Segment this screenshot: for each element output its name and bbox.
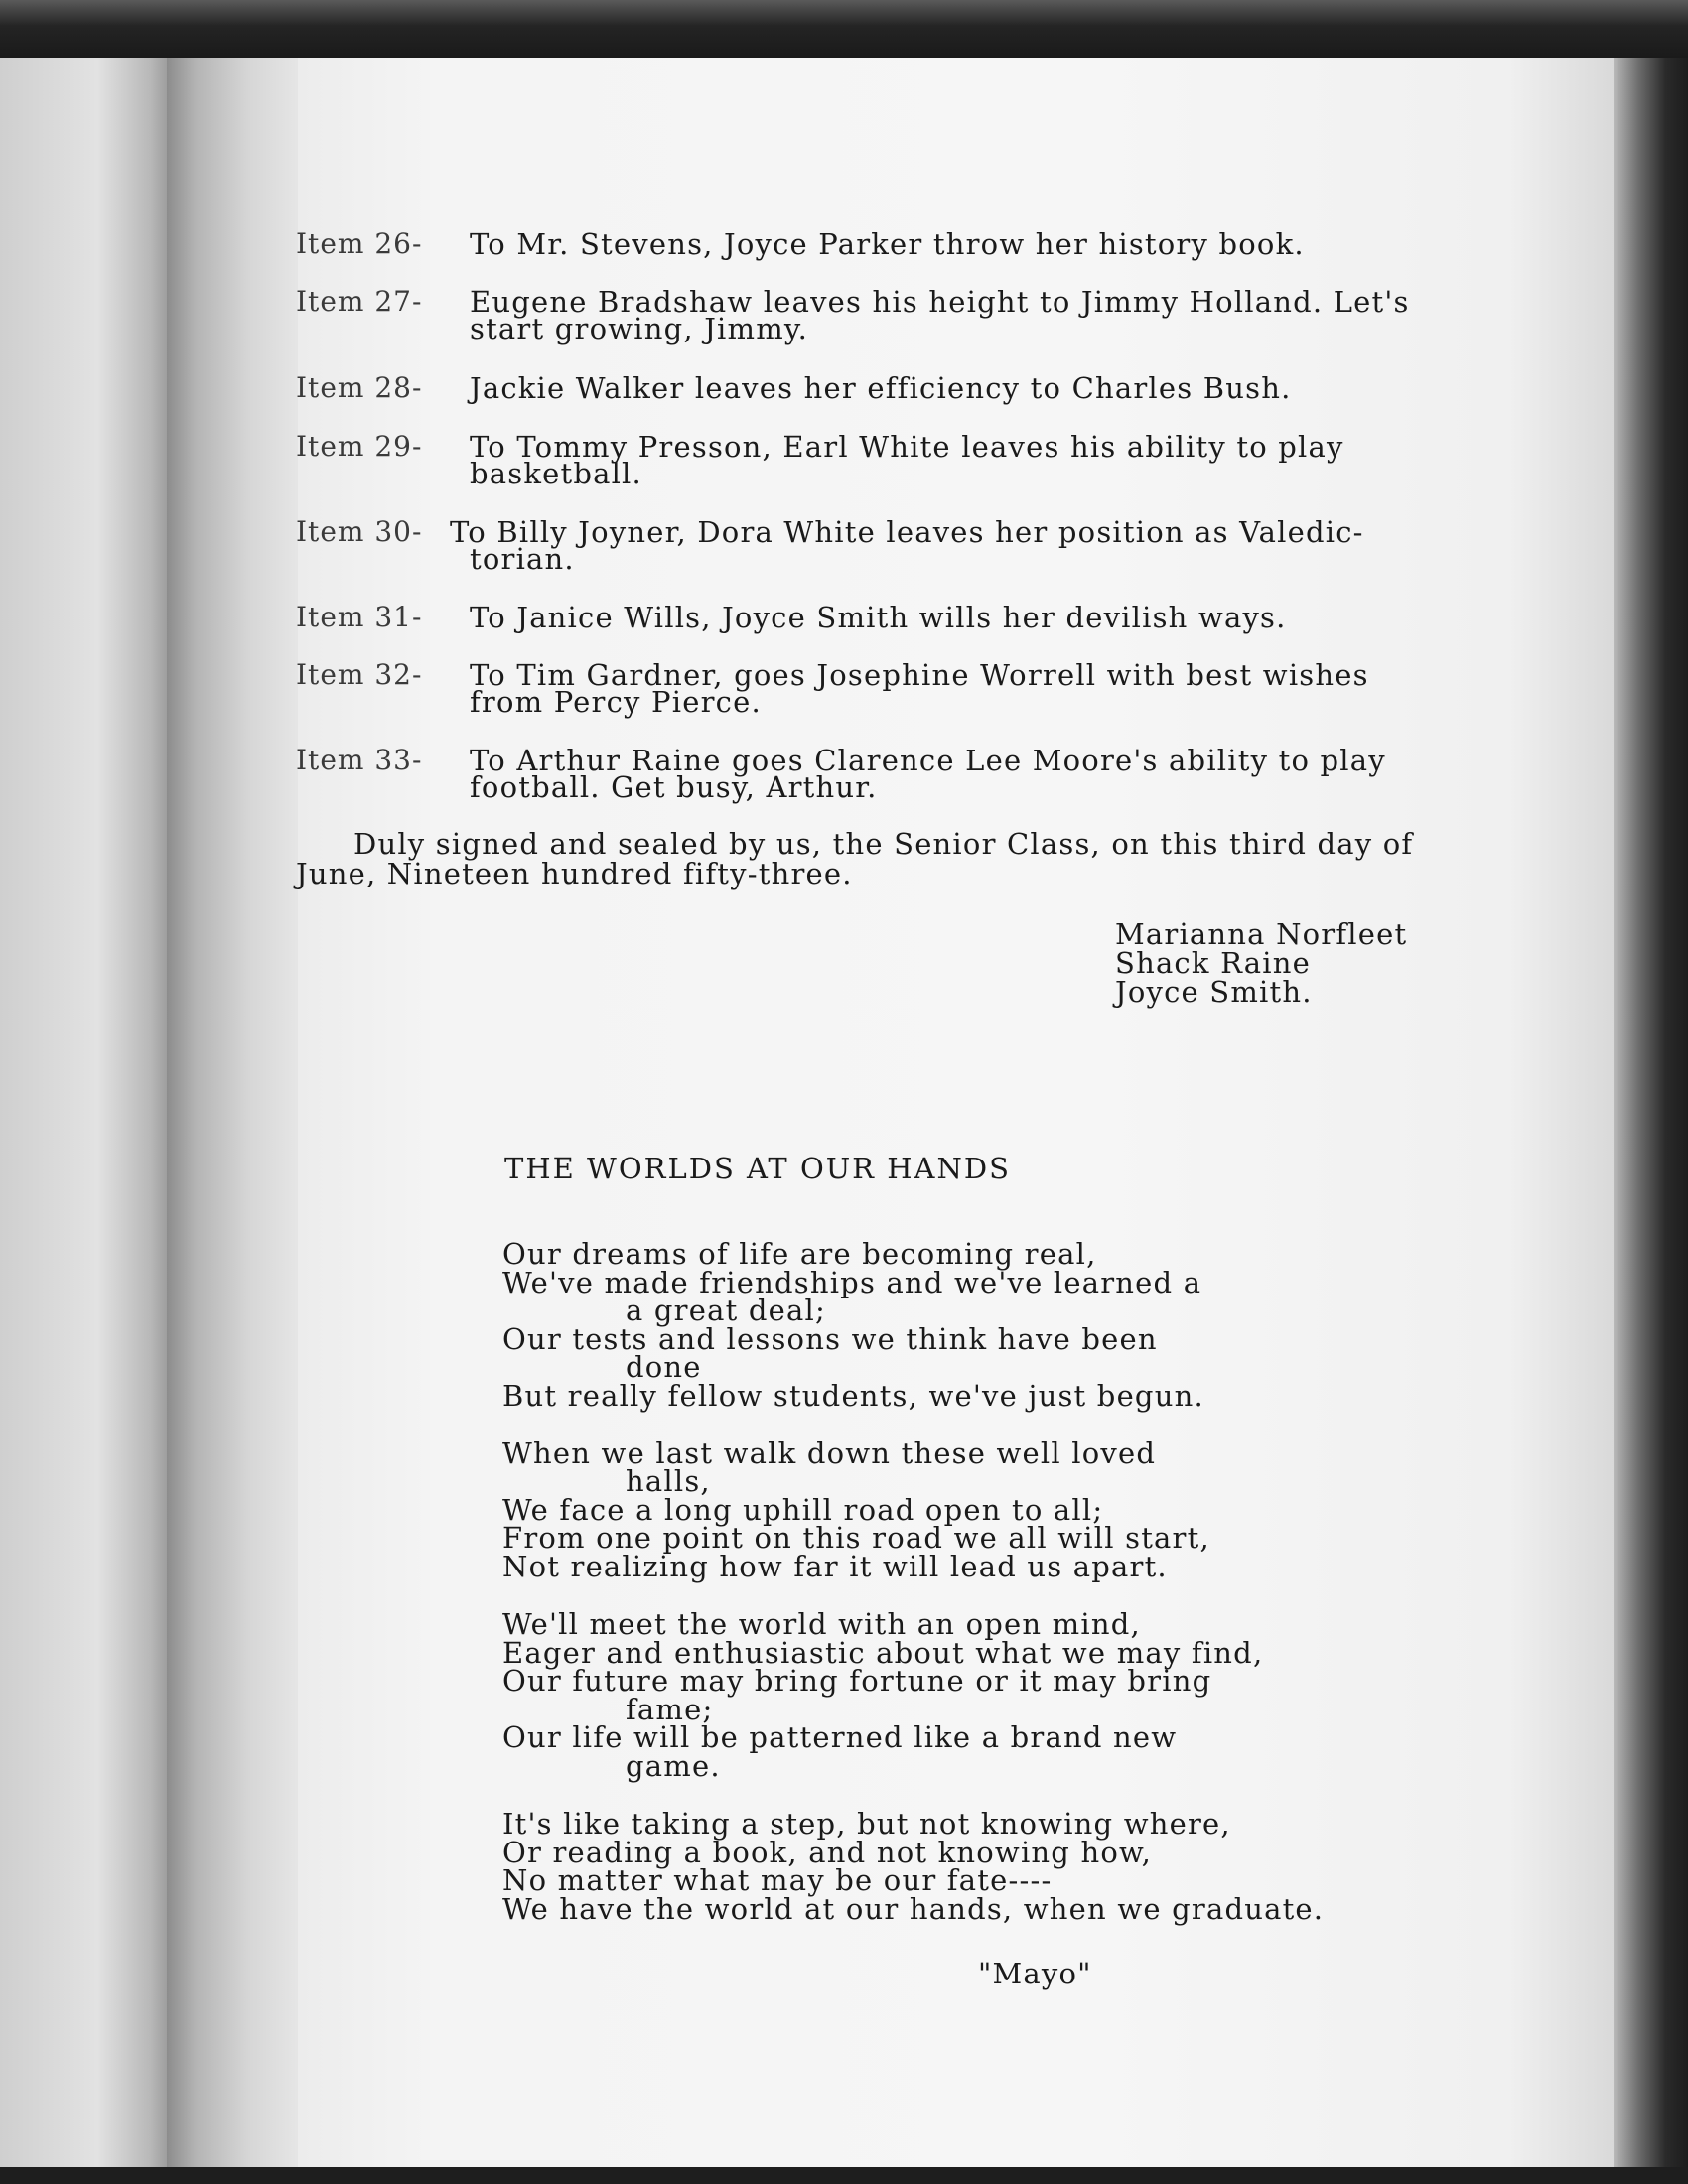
poem-line: Our future may bring fortune or it may bring [502, 1664, 1212, 1698]
poem-line: Our dreams of life are becoming real, [502, 1237, 1097, 1271]
poem-line: We'll meet the world with an open mind, [502, 1607, 1141, 1641]
poem-line-continuation: halls, [626, 1464, 711, 1498]
item-number: Item 32- [296, 658, 423, 691]
poem-line: Eager and enthusiastic about what we may find, [502, 1636, 1264, 1670]
closing-line-1: Duly signed and sealed by us, the Senior Class, on this third day of [353, 827, 1414, 861]
item-number: Item 26- [296, 227, 423, 260]
poem-line: No matter what may be our fate---- [502, 1863, 1053, 1897]
poem-title: THE WORLDS AT OUR HANDS [504, 1152, 1011, 1185]
poem-line: From one point on this road we all will start, [502, 1521, 1210, 1555]
signature-name: Shack Raine [1115, 946, 1311, 980]
poem-line-continuation: a great deal; [626, 1294, 826, 1327]
scan-top-border [0, 0, 1688, 58]
item-text: To Tommy Presson, Earl White leaves his ability to play [470, 430, 1344, 464]
scan-bottom-border [0, 2167, 1688, 2184]
item-text-continuation: start growing, Jimmy. [470, 312, 809, 345]
poem-line: We've made friendships and we've learned a [502, 1266, 1202, 1299]
item-text: To Janice Wills, Joyce Smith wills her devilish ways. [470, 601, 1287, 634]
item-text: To Billy Joyner, Dora White leaves her position as Valedic- [450, 515, 1364, 549]
poem-line: When we last walk down these well loved [502, 1436, 1157, 1470]
signature-name: Marianna Norfleet [1115, 917, 1408, 951]
item-text-continuation: football. Get busy, Arthur. [470, 770, 878, 804]
item-number: Item 30- [296, 515, 423, 548]
signature-name: Joyce Smith. [1115, 975, 1313, 1009]
poem-line: Our tests and lessons we think have been [502, 1322, 1158, 1356]
item-number: Item 28- [296, 371, 423, 404]
closing-line-2: June, Nineteen hundred fifty-three. [296, 857, 853, 890]
poem-line: Not realizing how far it will lead us apart. [502, 1550, 1168, 1583]
poem-line: Or reading a book, and not knowing how, [502, 1836, 1153, 1869]
item-text-continuation: torian. [470, 542, 575, 576]
item-number: Item 31- [296, 601, 423, 633]
item-text: Eugene Bradshaw leaves his height to Jimmy Holland. Let's [470, 285, 1410, 319]
poem-line-continuation: fame; [626, 1693, 714, 1726]
item-text: Jackie Walker leaves her efficiency to Charles Bush. [470, 371, 1292, 405]
poem-line-continuation: game. [626, 1749, 721, 1783]
binding-gutter-shadow [167, 58, 316, 2184]
poem-line: It's like taking a step, but not knowing where, [502, 1807, 1231, 1841]
item-text: To Mr. Stevens, Joyce Parker throw her history book. [470, 227, 1305, 261]
item-number: Item 29- [296, 430, 423, 463]
facing-page-edge [0, 58, 177, 2184]
poem-line: We face a long uphill road open to all; [502, 1493, 1104, 1527]
item-text: To Arthur Raine goes Clarence Lee Moore's ability to play [470, 744, 1386, 777]
item-text-continuation: basketball. [470, 457, 642, 490]
item-text-continuation: from Percy Pierce. [470, 685, 762, 719]
poem-author: "Mayo" [978, 1957, 1092, 1990]
poem-line-continuation: done [626, 1350, 702, 1384]
poem-line: Our life will be patterned like a brand new [502, 1720, 1178, 1754]
item-number: Item 27- [296, 285, 423, 318]
poem-line: But really fellow students, we've just begun. [502, 1379, 1204, 1413]
item-number: Item 33- [296, 744, 423, 776]
scan-right-border [1614, 58, 1688, 2184]
poem-line: We have the world at our hands, when we graduate. [502, 1892, 1325, 1926]
item-text: To Tim Gardner, goes Josephine Worrell with best wishes [470, 658, 1369, 692]
